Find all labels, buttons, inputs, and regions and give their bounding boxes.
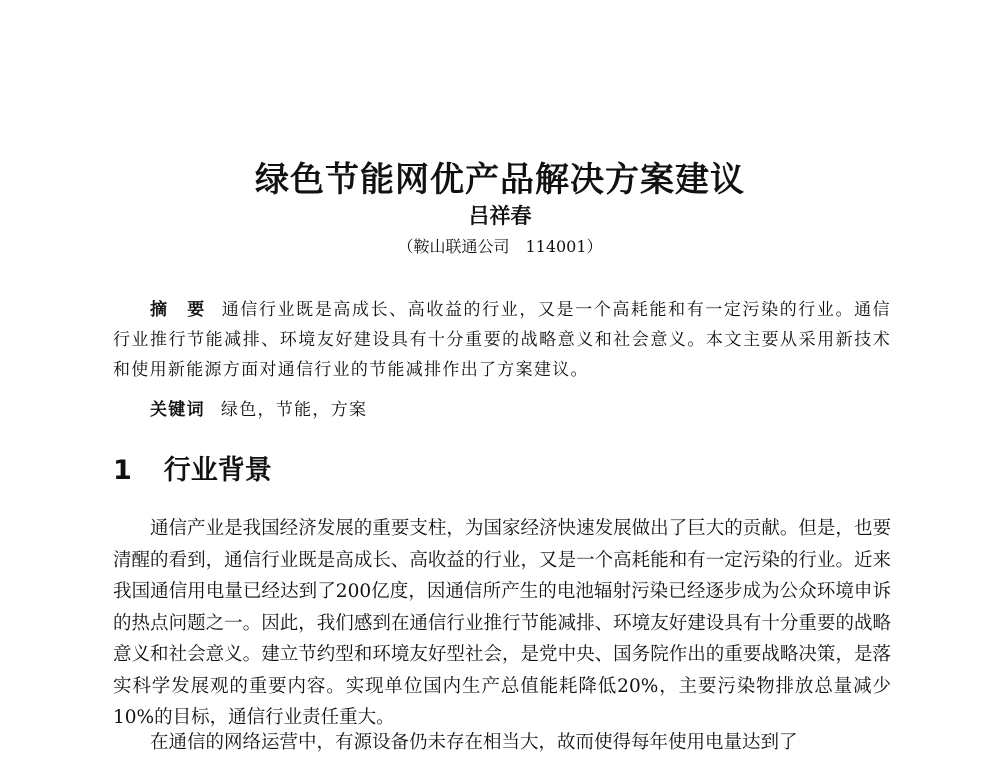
section-number: 1 — [113, 455, 132, 486]
author-name: 吕祥春 — [468, 204, 532, 228]
section-title: 行业背景 — [163, 455, 272, 486]
abstract-text: 通信行业既是高成长、高收益的行业，又是一个高耗能和有一定污染的行业。通信行业推行节能减排、环境友好建设具有十分重要的战略意义和社会意义。本文主要从采用新技术和使用新能源方面对通信行业的节能减排作出了方案建议。 — [113, 300, 891, 380]
keywords-text: 绿色，节能，方案 — [220, 400, 368, 420]
body-paragraph-cutoff: 在通信的网络运营中，有源设备仍未存在相当大，故而使得每年使用电量达到了 — [150, 732, 798, 753]
abstract — [113, 295, 891, 385]
keywords-label: 关键词 — [150, 400, 205, 420]
section-heading — [113, 448, 272, 487]
author-affiliation: （鞍山联通公司 114001） — [397, 237, 603, 256]
paper-title: 绿色节能网优产品解决方案建议 — [255, 160, 745, 200]
abstract-label: 摘 要 — [150, 300, 206, 320]
keywords — [150, 395, 367, 420]
body-paragraph: 通信产业是我国经济发展的重要支柱，为国家经济快速发展做出了巨大的贡献。但是，也要清醒的看到，通信行业既是高成长、高收益的行业，又是一个高耗能和有一定污染的行业。近来我国通信用电量已经达到了200亿度，因通信所产生的电池辐射污染已经逐步成为公众环境申诉的热点问题之一。因此，我们感到在通信行业推行节能减排、环境友好建设具有十分重要的战略意义和社会意义。建立节约型和环境友好型社会，是党中央、国务院作出的重要战略决策，是落实科学发展观的重要内容。实现单位国内生产总值能耗降低20%，主要污染物排放总量减少10%的目标，通信行业责任重大。 — [113, 518, 891, 728]
